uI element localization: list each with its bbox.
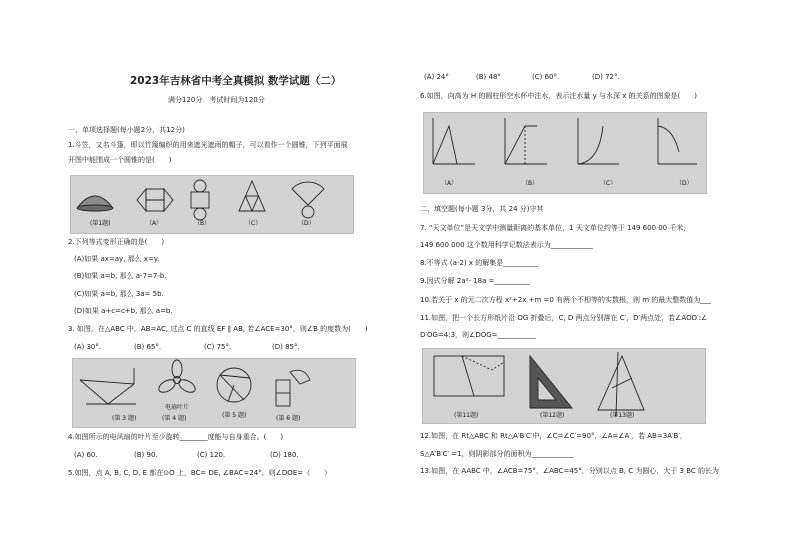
strip-caption-q5: (第 5 题) [222, 412, 247, 419]
question-2-option-b: (B)如果 a=b, 那么 a-7=7-b. [74, 272, 167, 280]
option-d-net [292, 182, 324, 218]
question-11-line1: 11.如图，把一个长方形纸片沿 OG 折叠后，C, D 两点分别落在 C′，D′两点处，若∠AOD′:∠ [420, 314, 708, 322]
question-7-line1: 7. “天文单位”是天文学中测量距离的基本单位，1 天文单位约等于 149 600 00 千米， [420, 224, 691, 232]
strip-caption-fan-blade: 电扇叶片 [165, 404, 190, 411]
q1-caption-c: （C） [245, 220, 262, 227]
graph-caption-c: （C） [600, 180, 617, 187]
question-1-line1: 1.斗笠，又名斗篷，即以竹篾编织的用来遮光遮雨的帽子，可以看作一个圆锥，下列平面展 [68, 141, 348, 149]
q1-caption-a: （A） [146, 220, 163, 227]
question-3-option-d: (D) 85°. [272, 343, 300, 351]
option-a-net [137, 189, 173, 211]
question-3: 3. 如图，在△ABC 中，AB=AC, 过点 C 的直线 EF ∥ AB, 若∠ACE=30°，则∠B 的度数为( ) [68, 325, 368, 333]
question-4-option-b: (B) 90. [134, 451, 158, 459]
figure-11-rectangle [434, 356, 504, 396]
question-4-option-d: (D) 180. [270, 451, 299, 459]
graph-a [433, 118, 475, 164]
question-2-option-a: (A)如果 ax=ay, 那么 x=y. [74, 255, 160, 263]
graph-b [505, 118, 547, 164]
strip-caption-q3: (第 3 题) [112, 415, 137, 422]
option-b-net [191, 180, 209, 220]
paper-title: 2023年吉林省中考全真模拟 数学试题（二） [130, 75, 342, 87]
question-4: 4.如图所示的电风扇的叶片至少旋转________度能与自身重合。( ) [68, 433, 284, 441]
figure-12-set-square [530, 356, 572, 408]
question-5-option-a: (A) 24° [424, 73, 449, 81]
question-2-option-d: (D)如果 a+c=c+b, 那么 a=b. [74, 307, 173, 315]
question-13: 13.如图，在 AABC 中，∠ACB=75°，∠ABC=45°，分别以点 B, C 为圆心，大于 3 BC 的长为 [420, 467, 720, 475]
graph-caption-d: （D） [676, 180, 693, 187]
figure-3-triangle [80, 368, 136, 404]
question-6: 6.如图，向高为 H 的圆柱形空水杯中注水，表示注水量 y 与水深 x 的关系的图象是( ) [420, 92, 698, 100]
q1-caption-figure: (第1题) [90, 220, 111, 227]
question-12-line1: 12.如图，在 Rt△ABC 和 Rt△A′B′C′中，∠C=∠C′=90°，∠A=∠A′，若 AB=3A′B′， [420, 432, 687, 440]
question-6-graphs [423, 112, 705, 192]
question-4-option-a: (A) 60. [74, 451, 98, 459]
fig-caption-q13: (第13题) [610, 412, 635, 419]
question-3-option-a: (A) 30°. [74, 343, 102, 351]
figure-13-triangle [598, 352, 644, 416]
section-1-heading: 一、单项选择题(每小题2分，共12分) [68, 126, 185, 134]
strip-caption-q4: (第 4 题) [162, 415, 187, 422]
section-2-heading: 二、填空题(每小题 3分，共 24 分)守其 [420, 205, 544, 213]
graph-caption-b: （B） [522, 180, 539, 187]
question-3-option-b: (B) 65°. [134, 343, 162, 351]
fig-caption-q11: (第11题) [454, 412, 479, 419]
question-9: 9.因式分解 2a²- 18a =__________ [420, 277, 530, 285]
question-3-option-c: (C) 75°. [204, 343, 232, 351]
graph-caption-a: （A） [441, 180, 458, 187]
question-7-line2: 149 600 000 这个数用科学记数法表示为____________ [420, 241, 593, 249]
figure-6-cup [276, 370, 310, 406]
fig-caption-q12: (第12题) [540, 412, 565, 419]
strip-caption-q6: (第 6 题) [276, 415, 301, 422]
question-2-option-c: (C)如果 a=b, 那么 3a= 5b. [74, 290, 164, 298]
q1-caption-d: （D） [298, 220, 315, 227]
bamboo-hat-figure [77, 196, 113, 211]
question-8: 8.不等式 (a-2) x 的解集是__________ [420, 259, 539, 267]
question-11-line2: D′OG=4:3，则∠DOG=___________ [420, 331, 537, 339]
paper-subtitle: 满分120分 考试时间为120分 [168, 96, 265, 104]
graph-d [658, 118, 697, 164]
question-5-option-c: (C) 60°. [532, 73, 560, 81]
q1-caption-b: （B） [194, 220, 211, 227]
graph-c [578, 118, 619, 164]
question-2: 2.下列等式变形正确的是( ) [68, 238, 165, 246]
question-5: 5.如图，点 A, B, C, D, E 都在⊙O 上，BC= DE, ∠BAC=24°，则∠DOE=（ ） [68, 469, 332, 477]
option-c-net [239, 181, 265, 211]
question-4-option-c: (C) 120. [197, 451, 226, 459]
question-1-line2: 开图中能围成一个圆锥的是( ) [68, 156, 172, 164]
question-5-option-b: (B) 48° [476, 73, 501, 81]
question-12-line2: S△A′B′C′ =1，则阴影部分的面积为____________ [420, 450, 574, 458]
figure-4-fan [157, 360, 198, 395]
question-5-option-d: (D) 72°. [592, 73, 620, 81]
figure-5-circle [217, 368, 251, 402]
question-10: 10.若关于 x 的元二次方程 x²+2x +m =0 有两个不相等的实数根，则 m 的最大整数值为___ [420, 296, 711, 304]
